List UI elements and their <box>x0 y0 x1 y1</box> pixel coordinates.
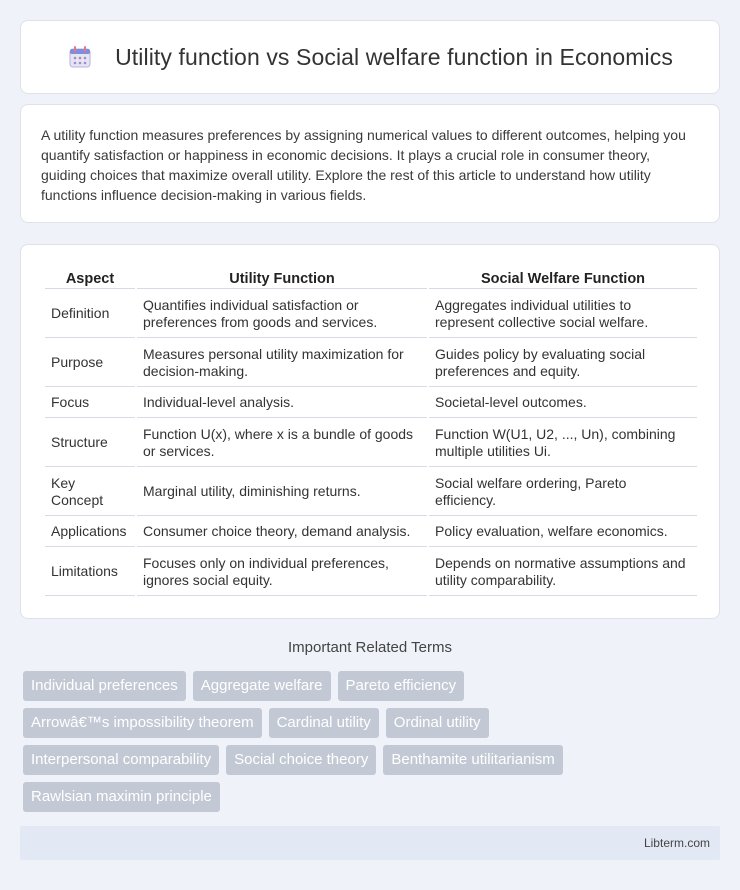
tag-row <box>23 708 713 738</box>
table-cell: Applications <box>45 518 135 547</box>
comparison-table <box>43 265 699 598</box>
table-row <box>45 291 697 338</box>
calendar-icon <box>67 44 93 70</box>
comparison-table-card <box>20 244 720 619</box>
table-cell: Definition <box>45 291 135 338</box>
table-header-row <box>45 267 697 289</box>
table-cell: Function U(x), where x is a bundle of goods or services. <box>137 420 427 467</box>
table-cell: Consumer choice theory, demand analysis. <box>137 518 427 547</box>
table-row <box>45 340 697 387</box>
related-terms-title: Important Related Terms <box>288 639 452 656</box>
related-term-tag[interactable]: Ordinal utility <box>386 708 489 738</box>
table-row <box>45 469 697 516</box>
related-term-tag[interactable]: Interpersonal comparability <box>23 745 219 775</box>
table-cell: Quantifies individual satisfaction or preferences from goods and services. <box>137 291 427 338</box>
related-term-tag[interactable]: Arrowâ€™s impossibility theorem <box>23 708 262 738</box>
table-cell: Structure <box>45 420 135 467</box>
table-cell: Key Concept <box>45 469 135 516</box>
related-term-tag[interactable]: Pareto efficiency <box>338 671 465 701</box>
table-cell: Policy evaluation, welfare economics. <box>429 518 697 547</box>
tag-row <box>23 745 713 775</box>
column-header-utility-function: Utility Function <box>137 267 427 289</box>
related-term-tag[interactable]: Cardinal utility <box>269 708 379 738</box>
footer-site-link[interactable]: Libterm.com <box>643 836 710 850</box>
table-cell: Focuses only on individual preferences, ignores social equity. <box>137 549 427 596</box>
table-cell: Marginal utility, diminishing returns. <box>137 469 427 516</box>
table-cell: Societal-level outcomes. <box>429 389 697 418</box>
table-row <box>45 420 697 467</box>
table-cell: Purpose <box>45 340 135 387</box>
table-cell: Guides policy by evaluating social preferences and equity. <box>429 340 697 387</box>
header-inner <box>67 44 673 71</box>
table-cell: Measures personal utility maximization for decision-making. <box>137 340 427 387</box>
intro-paragraph: A utility function measures preferences by assigning numerical values to different outcomes, helping you quantify satisfaction or happiness in economic decisions. It plays a crucial role in consumer theory, guiding choices that maximize overall utility. Explore the rest of this article to understand how utility functions influence decision-making in various fields. <box>41 127 686 203</box>
table-row <box>45 389 697 418</box>
table-cell: Focus <box>45 389 135 418</box>
column-header-social-welfare-function: Social Welfare Function <box>429 267 697 289</box>
page-title: Utility function vs Social welfare function in Economics <box>115 43 673 70</box>
table-row <box>45 549 697 596</box>
column-header-aspect: Aspect <box>45 267 135 289</box>
table-cell: Aggregates individual utilities to represent collective social welfare. <box>429 291 697 338</box>
related-term-tag[interactable]: Rawlsian maximin principle <box>23 782 220 812</box>
tag-row <box>23 782 713 812</box>
table-cell: Function W(U1, U2, ..., Un), combining multiple utilities Ui. <box>429 420 697 467</box>
table-cell: Limitations <box>45 549 135 596</box>
related-term-tag[interactable]: Individual preferences <box>23 671 186 701</box>
related-term-tag[interactable]: Aggregate welfare <box>193 671 331 701</box>
intro-card <box>20 104 720 223</box>
related-term-tag[interactable]: Social choice theory <box>226 745 376 775</box>
table-cell: Depends on normative assumptions and utility comparability. <box>429 549 697 596</box>
footer <box>20 826 720 860</box>
related-terms-list <box>23 671 713 819</box>
table-cell: Individual-level analysis. <box>137 389 427 418</box>
tag-row <box>23 671 713 701</box>
related-term-tag[interactable]: Benthamite utilitarianism <box>383 745 562 775</box>
table-cell: Social welfare ordering, Pareto efficiency. <box>429 469 697 516</box>
header-card <box>20 20 720 94</box>
table-row <box>45 518 697 547</box>
